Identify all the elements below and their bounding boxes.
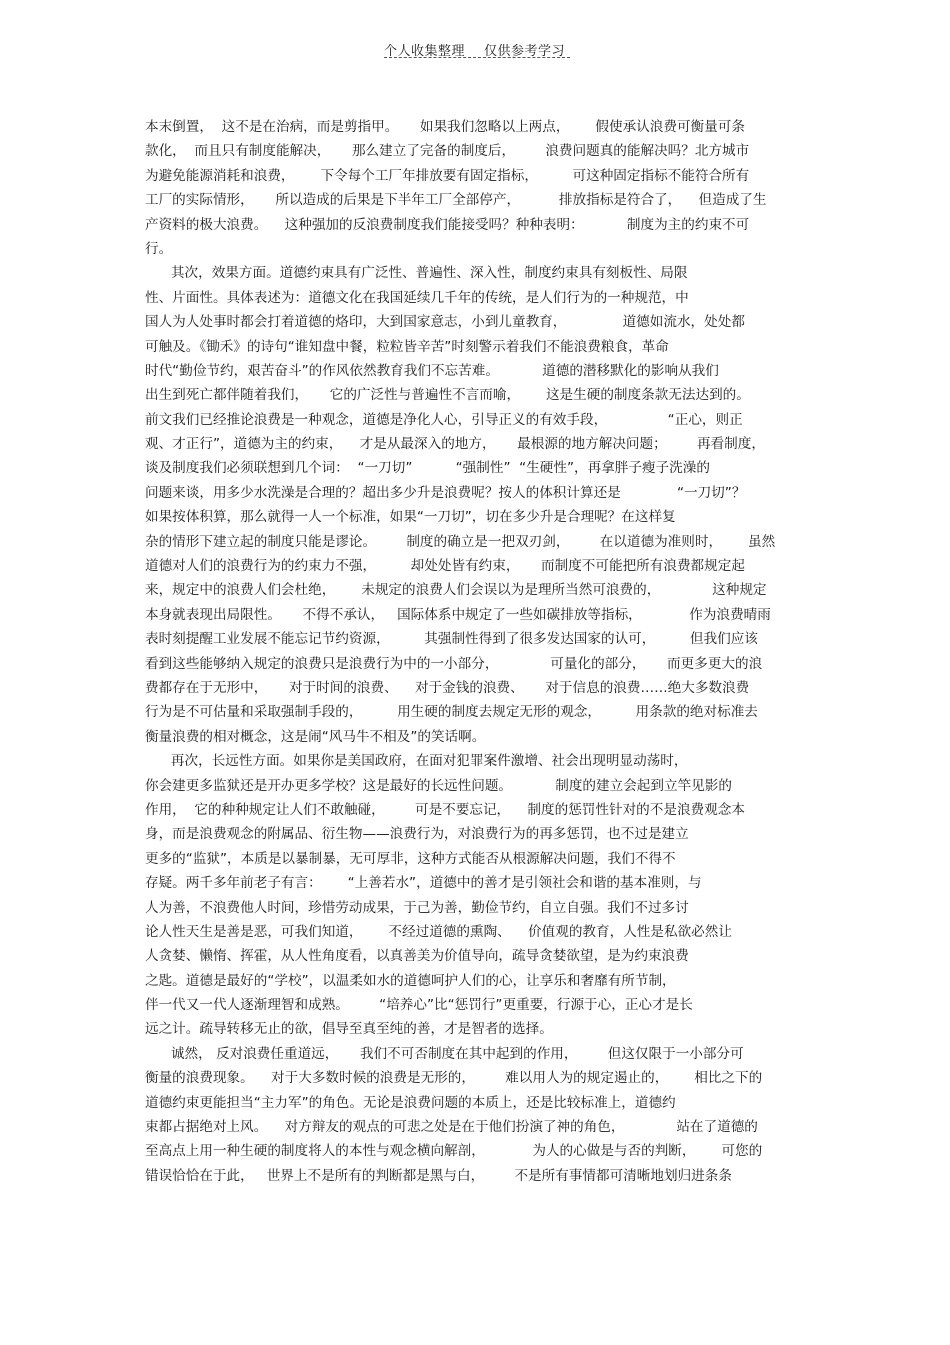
text-line: 道德约束更能担当“主力军”的角色。无论是浪费问题的本质上，还是比较标准上，道德约 xyxy=(145,1094,676,1111)
text-line: 前文我们已经推论浪费是一种观念，道德是净化人心，引导正义的有效手段， “正心，则正 xyxy=(145,411,743,428)
text-line: 身，而是浪费观念的附属品、衍生物——浪费行为，对浪费行为的再多惩罚，也不过是建立 xyxy=(145,826,689,843)
text-line: 错误恰恰在于此， 世界上不是所有的判断都是黑与白， 不是所有事情都可清晰地划归进条条 xyxy=(145,1167,732,1184)
text-line: 行。 xyxy=(145,240,173,257)
text-line: 工厂的实际情形， 所以造成的后果是下半年工厂全部停产， 排放指标是符合了， 但造成了生 xyxy=(145,192,767,209)
text-line: 之匙。道德是最好的“学校”，以温柔如水的道德呵护人们的心，让享乐和奢靡有所节制， xyxy=(145,972,676,989)
text-line: 表时刻提醒工业发展不能忘记节约资源， 其强制性得到了很多发达国家的认可， 但我们应该 xyxy=(145,631,758,648)
header-left-text: 个人收集整理 xyxy=(384,44,466,59)
text-line: 远之计。疏导转移无止的欲，倡导至真至纯的善，才是智者的选择。 xyxy=(145,1021,553,1038)
text-line: 看到这些能够纳入规定的浪费只是浪费行为中的一小部分， 可量化的部分， 而更多更大的浪 xyxy=(145,655,763,672)
text-line: 诚然， 反对浪费任重道远， 我们不可否制度在其中起到的作用， 但这仅限于一小部分可 xyxy=(145,1045,744,1062)
header-divider xyxy=(384,57,570,58)
text-line: 杂的情形下建立起的制度只能是谬论。 制度的确立是一把双刃剑， 在以道德为准则时， 虽然 xyxy=(145,533,776,550)
text-line: 时代“勤俭节约，艰苦奋斗”的作风依然教育我们不忘苦难。 道德的潜移默化的影响从我们 xyxy=(145,362,719,379)
text-line: 谈及制度我们必须联想到几个词： “一刀切” “强制性” “生硬性”，再拿胖子瘦子洗澡的 xyxy=(145,460,710,477)
text-line: 作用， 它的种种规定让人们不敢触碰， 可是不要忘记， 制度的惩罚性针对的不是浪费观念本 xyxy=(145,801,745,818)
text-line: 国人为人处事时都会打着道德的烙印，大到国家意志，小到儿童教育， 道德如流水，处处都 xyxy=(145,314,745,331)
text-line: 衡量的浪费现象。 对于大多数时候的浪费是无形的， 难以用人为的规定遏止的， 相比之下的 xyxy=(145,1070,763,1087)
text-line: 行为是不可估量和采取强制手段的， 用生硬的制度去规定无形的观念， 用条款的绝对标准去 xyxy=(145,704,758,721)
text-line: 再次，长远性方面。如果你是美国政府，在面对犯罪案件激增、社会出现明显动荡时， xyxy=(145,753,688,770)
text-line: 观、才正行”，道德为主的约束， 才是从最深入的地方， 最根源的地方解决问题； 再看制度， xyxy=(145,436,765,453)
text-line: 伴一代又一代人逐渐理智和成熟。 “培养心”比“惩罚行”更重要，行源于心，正心才是长 xyxy=(145,997,693,1014)
text-line: 道德对人们的浪费行为的约束力不强， 却处处皆有约束， 而制度不可能把所有浪费都规定起 xyxy=(145,558,745,575)
text-line: 论人性天生是善是恶，可我们知道， 不经过道德的熏陶、 价值观的教育，人性是私欲必然让 xyxy=(145,923,732,940)
text-line: 本身就表现出局限性。 不得不承认， 国际体系中规定了一些如碳排放等指标， 作为浪费晴雨 xyxy=(145,606,771,623)
text-line: 至高点上用一种生硬的制度将人的本性与观念横向解剖， 为人的心做是与否的判断， 可您的 xyxy=(145,1143,763,1160)
text-line: 出生到死亡都伴随着我们， 它的广泛性与普遍性不言而喻， 这是生硬的制度条款无法达到的。 xyxy=(145,387,750,404)
text-line: 来，规定中的浪费人们会杜绝， 未规定的浪费人们会误以为是理所当然可浪费的， 这种规定 xyxy=(145,582,767,599)
text-line: 衡量浪费的相对概念，这是闹“风马牛不相及”的笑话啊。 xyxy=(145,728,486,745)
text-line: 更多的“监狱”，本质是以暴制暴，无可厚非，这种方式能否从根源解决问题，我们不得不 xyxy=(145,850,676,867)
text-line: 人为善，不浪费他人时间，珍惜劳动成果，于己为善，勤俭节约，自立自强。我们不过多讨 xyxy=(145,899,689,916)
document-body xyxy=(145,115,810,1188)
text-line: 你会建更多监狱还是开办更多学校？这是最好的长远性问题。 制度的建立会起到立竿见影的 xyxy=(145,777,732,794)
header-right-text: 仅供参考学习 xyxy=(484,44,566,59)
text-line: 存疑。两千多年前老子有言： “上善若水”，道德中的善才是引领社会和谐的基本准则，与 xyxy=(145,875,702,892)
text-line: 为避免能源消耗和浪费， 下令每个工厂年排放要有固定指标， 可这种固定指标不能符合所有 xyxy=(145,167,750,184)
text-line: 本末倒置， 这不是在治病，而是剪指甲。 如果我们忽略以上两点， 假使承认浪费可衡量可条 xyxy=(145,119,745,135)
text-line: 如果按体积算，那么就得一人一个标准，如果“一刀切”，切在多少升是合理呢？在这样复 xyxy=(145,509,676,526)
text-line: 性、片面性。具体表述为：道德文化在我国延续几千年的传统，是人们行为的一种规范，中 xyxy=(145,289,689,306)
text-line: 产资料的极大浪费。 这种强加的反浪费制度我们能接受吗？种种表明： 制度为主的约束不可 xyxy=(145,216,750,233)
text-line: 束都占据绝对上风。 对方辩友的观点的可悲之处是在于他们扮演了神的角色， 站在了道德的 xyxy=(145,1119,758,1136)
text-line: 费都存在于无形中， 对于时间的浪费、 对于金钱的浪费、 对于信息的浪费……绝大多数浪费 xyxy=(145,679,750,696)
text-line: 其次，效果方面。道德约束具有广泛性、普遍性、深入性，制度约束具有刻板性、局限 xyxy=(145,265,688,282)
text-line: 人贪婪、懒惰、挥霍，从人性角度看，以真善美为价值导向，疏导贪婪欲望，是为约束浪费 xyxy=(145,948,689,965)
text-line: 问题来谈，用多少水洗澡是合理的？超出多少升是浪费呢？按人的体积计算还是 “一刀切”？ xyxy=(145,484,746,501)
text-line: 可触及。《锄禾》的诗句“谁知盘中餐，粒粒皆辛苦”时刻警示着我们不能浪费粮食，革命 xyxy=(145,338,669,355)
text-line: 款化， 而且只有制度能解决， 那么建立了完备的制度后， 浪费问题真的能解决吗？北方城市 xyxy=(145,143,750,160)
page-header xyxy=(384,38,570,60)
